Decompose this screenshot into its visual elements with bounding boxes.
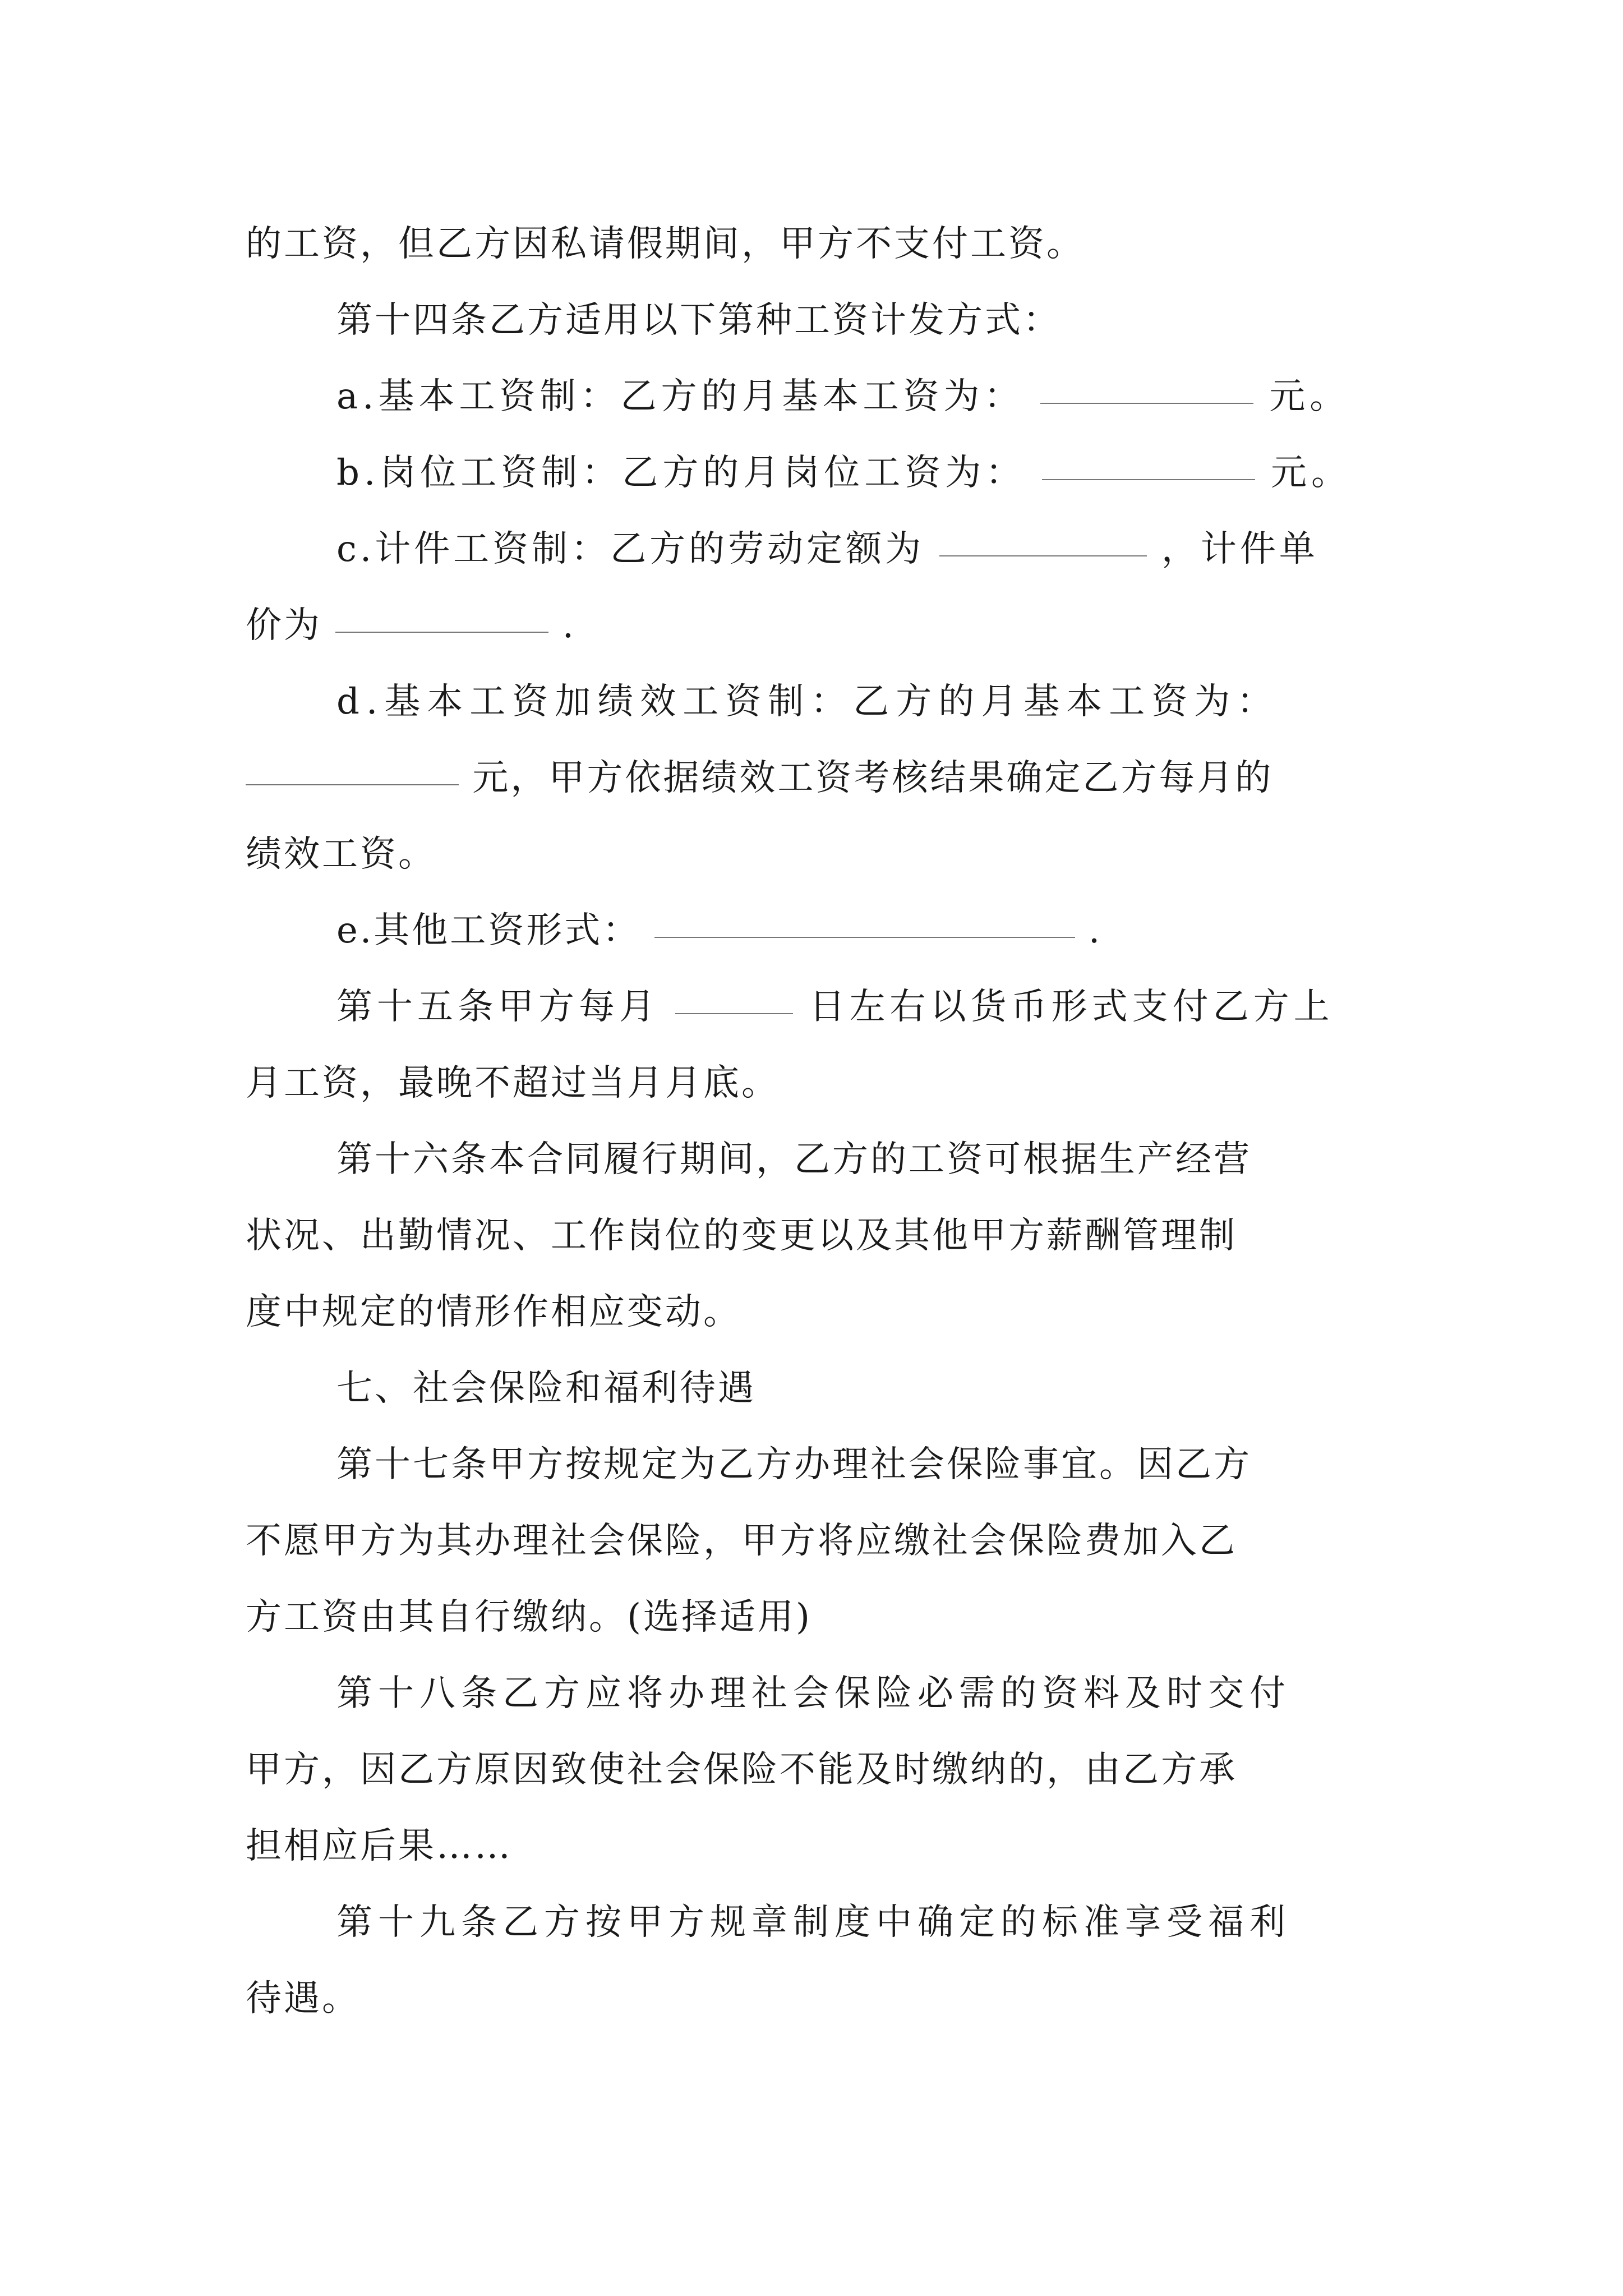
wage-option-c-cont: [246, 597, 576, 654]
fill-in-blank[interactable]: [675, 988, 793, 1014]
wage-option-e: [336, 903, 1102, 959]
text: 待遇。: [246, 1978, 360, 2019]
article-15: [336, 979, 1334, 1035]
text: 日左右以货币形式支付乙方上: [809, 986, 1334, 1028]
text: 的工资，但乙方因私请假期间，甲方不支付工资。: [246, 223, 1085, 265]
text: .: [1088, 910, 1103, 951]
text: 第十四条乙方适用以下第种工资计发方式：: [336, 300, 1061, 341]
fill-in-blank[interactable]: [654, 912, 1075, 938]
text: 度中规定的情形作相应变动。: [246, 1291, 741, 1333]
fill-in-blank[interactable]: [246, 760, 459, 785]
text: 第十九条乙方按甲方规章制度中确定的标准享受福利: [336, 1902, 1291, 1943]
text: 第十六条本合同履行期间，乙方的工资可根据生产经营: [336, 1139, 1252, 1180]
fill-in-blank[interactable]: [939, 531, 1147, 556]
paragraph-line: [246, 1055, 780, 1111]
article-16: [336, 1131, 1252, 1188]
text: 担相应后果……: [246, 1825, 513, 1867]
text: .: [562, 605, 577, 646]
text: a.基本工资制：乙方的月基本工资为：: [336, 376, 1025, 417]
fill-in-blank[interactable]: [1040, 378, 1253, 404]
text: 甲方，因乙方原因致使社会保险不能及时缴纳的，由乙方承: [246, 1749, 1237, 1791]
text: 元。: [1271, 452, 1352, 494]
text: 元，甲方依据绩效工资考核结果确定乙方每月的: [472, 757, 1274, 799]
text: 价为: [246, 605, 322, 646]
text: 月工资，最晚不超过当月月底。: [246, 1062, 780, 1104]
article-19: [336, 1894, 1291, 1950]
text: 不愿甲方为其办理社会保险，甲方将应缴社会保险费加入乙: [246, 1520, 1237, 1562]
article-17: [336, 1437, 1252, 1493]
paragraph-line: [246, 216, 1085, 272]
paragraph-line: [246, 826, 436, 882]
paragraph-line: [246, 1284, 741, 1340]
text: 元。: [1269, 376, 1350, 417]
paragraph-line: [246, 1742, 1237, 1798]
text: 第十八条乙方应将办理社会保险必需的资料及时交付: [336, 1673, 1291, 1714]
text: e.其他工资形式：: [336, 910, 641, 951]
text: c.计件工资制：乙方的劳动定额为: [336, 528, 925, 570]
paragraph-line: [246, 1513, 1237, 1569]
text: 第十五条甲方每月: [336, 986, 660, 1028]
paragraph-line: [246, 1589, 812, 1645]
article-14-heading: [336, 292, 1061, 348]
wage-option-d: [336, 674, 1279, 730]
text: b.岗位工资制：乙方的月岗位工资为：: [336, 452, 1026, 494]
paragraph-line: [246, 1818, 513, 1874]
wage-option-c: [336, 521, 1318, 577]
text: 第十七条甲方按规定为乙方办理社会保险事宜。因乙方: [336, 1444, 1252, 1485]
fill-in-blank[interactable]: [1042, 454, 1255, 480]
text: 状况、出勤情况、工作岗位的变更以及其他甲方薪酬管理制: [246, 1215, 1237, 1257]
fill-in-blank[interactable]: [335, 607, 548, 633]
text: 七、社会保险和福利待遇: [336, 1368, 756, 1409]
wage-option-a: [336, 369, 1350, 425]
wage-option-d-cont: [246, 750, 1273, 806]
text: 绩效工资。: [246, 834, 436, 875]
paragraph-line: [246, 1971, 360, 2027]
text: 方工资由其自行缴纳。(选择适用): [246, 1596, 812, 1638]
section-heading: [336, 1360, 756, 1416]
text: d.基本工资加绩效工资制：乙方的月基本工资为：: [336, 681, 1280, 723]
paragraph-line: [246, 1208, 1237, 1264]
text: ，计件单: [1161, 528, 1318, 570]
article-18: [336, 1665, 1291, 1722]
wage-option-b: [336, 445, 1352, 501]
